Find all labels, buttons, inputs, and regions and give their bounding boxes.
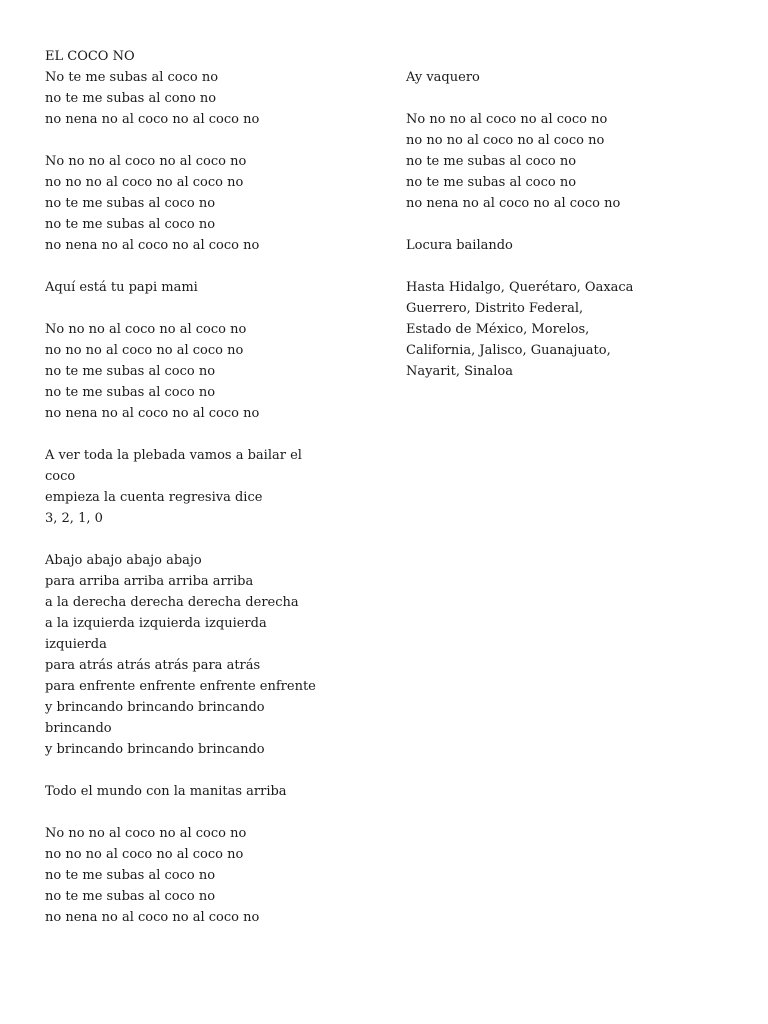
lyric-line: Hasta Hidalgo, Querétaro, Oaxaca [406,280,634,295]
lyric-line: no te me subas al coco no [406,154,577,169]
lyric-line: izquierda [45,637,107,652]
lyric-line: para atrás atrás atrás para atrás [45,658,261,673]
stanza [45,823,365,928]
lyric-line: No no no al coco no al coco no [45,154,247,169]
lyric-line: no no no al coco no al coco no [45,343,244,358]
lyric-line: Guerrero, Distrito Federal, [406,301,584,316]
stanza [406,67,726,88]
lyric-line: y brincando brincando brincando [45,742,265,757]
lyric-line: no nena no al coco no al coco no [45,910,260,925]
lyric-line: coco [45,469,76,484]
stanza [45,67,365,130]
right-stanzas [406,67,726,382]
lyric-line: no te me subas al coco no [45,385,216,400]
lyric-line: a la derecha derecha derecha derecha [45,595,299,610]
lyric-line: no nena no al coco no al coco no [406,196,621,211]
stanza [406,277,726,382]
lyric-line: para enfrente enfrente enfrente enfrente [45,679,316,694]
song-title: EL COCO NO [45,49,135,64]
lyric-line: Ay vaquero [406,70,480,85]
lyric-line: empieza la cuenta regresiva dice [45,490,263,505]
stanza [45,781,365,802]
stanza [45,319,365,424]
lyric-line: Estado de México, Morelos, [406,322,590,337]
lyric-line: No no no al coco no al coco no [45,826,247,841]
lyric-line: 3, 2, 1, 0 [45,511,103,526]
stanza [45,151,365,256]
lyric-line: no no no al coco no al coco no [406,133,605,148]
lyric-line: No no no al coco no al coco no [45,322,247,337]
lyric-line: Todo el mundo con la manitas arriba [45,784,287,799]
lyric-line: brincando [45,721,112,736]
lyric-line: A ver toda la plebada vamos a bailar el [45,448,302,463]
stanza [406,109,726,214]
lyric-line: Abajo abajo abajo abajo [45,553,202,568]
lyric-line: no nena no al coco no al coco no [45,238,260,253]
lyric-line: no te me subas al coco no [45,217,216,232]
stanza [406,235,726,256]
lyric-line: California, Jalisco, Guanajuato, [406,343,611,358]
lyric-line: y brincando brincando brincando [45,700,265,715]
lyric-line: no nena no al coco no al coco no [45,112,260,127]
lyric-line: no te me subas al coco no [45,868,216,883]
left-column [45,46,365,949]
lyric-line: No no no al coco no al coco no [406,112,608,127]
left-stanzas [45,67,365,928]
lyric-line: Aquí está tu papi mami [45,280,198,295]
lyric-line: no te me subas al cono no [45,91,217,106]
lyric-line: no no no al coco no al coco no [45,175,244,190]
lyric-line: no te me subas al coco no [45,196,216,211]
stanza [45,445,365,529]
right-column [406,67,726,403]
stanza [45,277,365,298]
lyric-line: para arriba arriba arriba arriba [45,574,254,589]
lyric-line: Locura bailando [406,238,513,253]
lyric-line: no te me subas al coco no [45,364,216,379]
lyric-line: no nena no al coco no al coco no [45,406,260,421]
lyric-line: Nayarit, Sinaloa [406,364,514,379]
lyric-line: no te me subas al coco no [45,889,216,904]
lyric-line: no no no al coco no al coco no [45,847,244,862]
lyric-line: no te me subas al coco no [406,175,577,190]
lyric-line: a la izquierda izquierda izquierda [45,616,267,631]
lyric-line: No te me subas al coco no [45,70,219,85]
stanza [45,550,365,760]
